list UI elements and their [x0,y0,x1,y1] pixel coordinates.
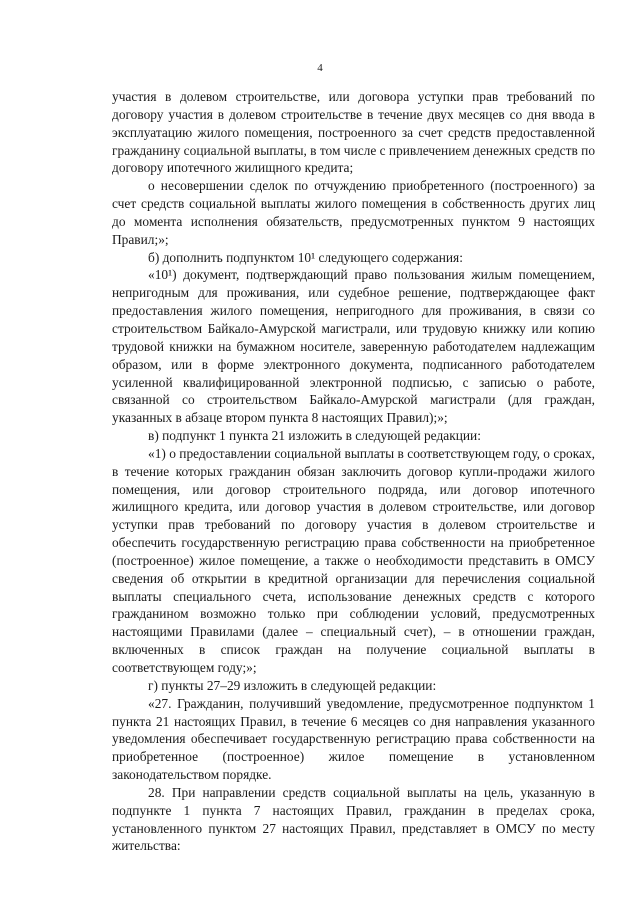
paragraph-no-alienation: о несовершении сделок по отчуждению приобретенного (построенного) за счет средств социальной выплаты жилого помещения в собственность других лиц до момента исполнения обязательств, предусмотренных пунктом 9 настоящих Правил;»; [112,178,595,247]
paragraph-point-27: «27. Гражданин, получивший уведомление, предусмотренное подпунктом 1 пункта 21 настоящих Правил, в течение 6 месяцев со дня направления указанного уведомления обеспечивает государственную регистрацию права собственности на приобретенное (построенное) жилое помещение в установленном законодательством порядке. [112,695,595,783]
paragraph-item-g: г) пункты 27–29 изложить в следующей редакции: [148,677,437,693]
paragraph-item-v: в) подпункт 1 пункта 21 изложить в следующей редакции: [148,428,481,444]
paragraph-point-28: 28. При направлении средств социальной выплаты на цель, указанную в подпункте 1 пункта 7 настоящих Правил, гражданин в пределах срока, установленного пунктом 27 настоящих Правил, представляет в ОМСУ по месту жительства: [112,784,595,854]
page-number: 4 [317,62,323,74]
paragraph-continuation: участия в долевом строительстве, или договора уступки прав требований по договору участия в долевом строительстве в течение двух месяцев со дня ввода в эксплуатацию жилого помещения, построенного за счет средств предоставленной гражданину социальной выплаты, в том числе с привлечением денежных средств по договору ипотечного жилищного кредита; [112,89,596,176]
document-body [112,88,595,855]
paragraph-item-b: б) дополнить подпунктом 10¹ следующего содержания: [148,249,463,265]
paragraph-subitem-1: «1) о предоставлении социальной выплаты в соответствующем году, о сроках, в течение которых гражданин обязан заключить договор купли-продажи жилого помещения, или договор строительного подряда, или договор ипотечного жилищного кредита, или договор участия в долевом строительстве, или договор уступки прав требований по договору участия в долевом строительстве и обеспечить государственную регистрацию права собственности на приобретенное (построенное) жилое помещение, а также о необходимости представить в ОМСУ сведения об открытии в кредитной организации для перечисления социальной выплаты специального счета, использование денежных средств с которого гражданином возможно только при соблюдении условий, предусмотренных настоящими Правилами (далее – специальный счет), – в отношении граждан, включенных в список граждан на получение социальной выплаты в соответствующем году;»; [112,445,595,675]
paragraph-subitem-10-1: «10¹) документ, подтверждающий право пользования жилым помещением, непригодным для проживания, или судебное решение, подтверждающее факт предоставления жилого помещения, непригодного для проживания, в связи со строительством Байкало-Амурской магистрали, или трудовую книжку или копию трудовой книжки на бумажном носителе, заверенную работодателем надлежащим образом, или в форме электронного документа, подписанного работодателем усиленной квалифицированной электронной подписью, с записью о работе, связанной со строительством Байкало-Амурской магистрали (для граждан, указанных в абзаце втором пункта 8 настоящих Правил);»; [112,267,595,426]
